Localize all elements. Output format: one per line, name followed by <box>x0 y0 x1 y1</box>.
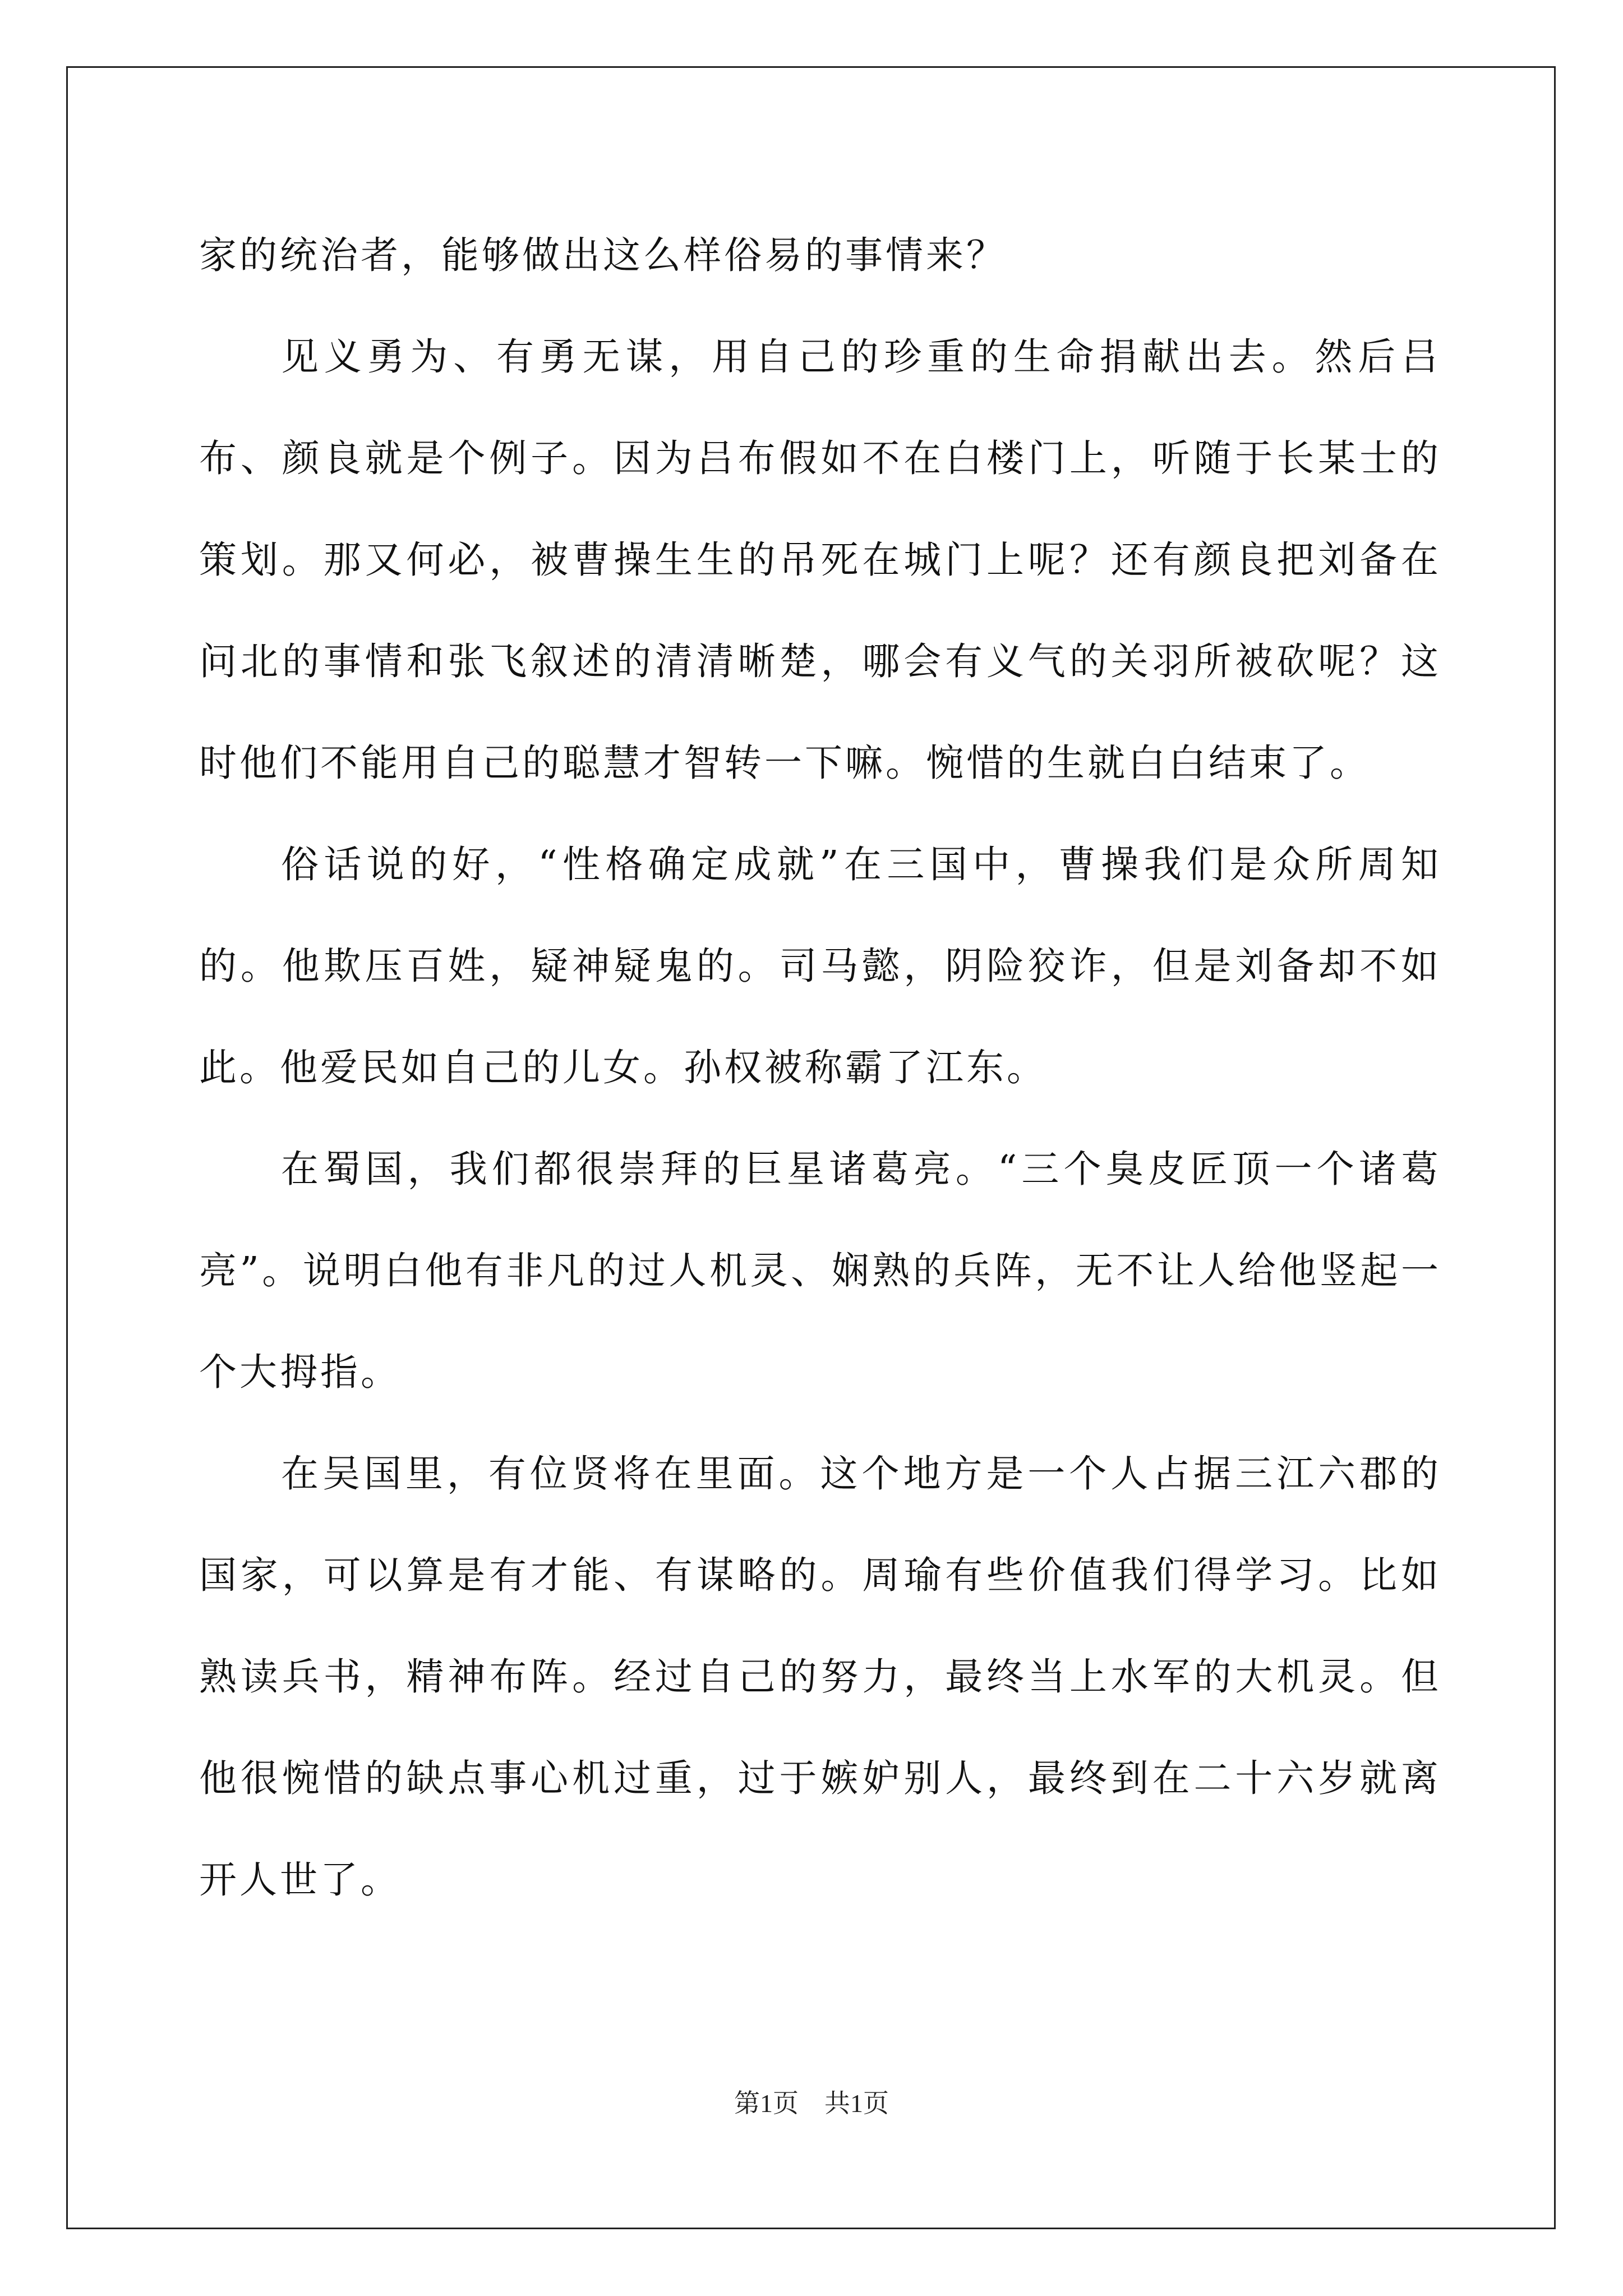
paragraph-3: 俗话说的好，“性格确定成就”在三国中，曹操我们是众所周知的。他欺压百姓，疑神疑鬼的。司马懿，阴险狡诈，但是刘备却不如此。他爱民如自己的儿女。孙权被称霸了江东。 <box>199 843 1441 1089</box>
paragraph-2: 见义勇为、有勇无谋，用自己的珍重的生命捐献出去。然后吕布、颜良就是个例子。因为吕布假如不在白楼门上，听随于长某士的策划。那又何必，被曹操生生的吊死在城门上呢？还有颜良把刘备在问北的事情和张飞叙述的清清晰楚，哪会有义气的关羽所被砍呢？这时他们不能用自己的聪慧才智转一下嘛。惋惜的生就白白结束了。 <box>199 335 1441 785</box>
document-body <box>199 205 1441 1931</box>
page-number-footer: 第1页 共1页 <box>734 2089 889 2118</box>
paragraph-5: 在吴国里，有位贤将在里面。这个地方是一个人占据三江六郡的国家，可以算是有才能、有谋略的。周瑜有些价值我们得学习。比如熟读兵书，精神布阵。经过自己的努力，最终当上水军的大机灵。但他很惋惜的缺点事心机过重，过于嫉妒别人，最终到在二十六岁就离开人世了。 <box>199 1452 1441 1902</box>
paragraph-4: 在蜀国，我们都很崇拜的巨星诸葛亮。“三个臭皮匠顶一个诸葛亮”。说明白他有非凡的过人机灵、娴熟的兵阵，无不让人给他竖起一个大拇指。 <box>199 1147 1441 1394</box>
paragraph-1: 家的统治者，能够做出这么样俗易的事情来？ <box>199 233 1007 277</box>
